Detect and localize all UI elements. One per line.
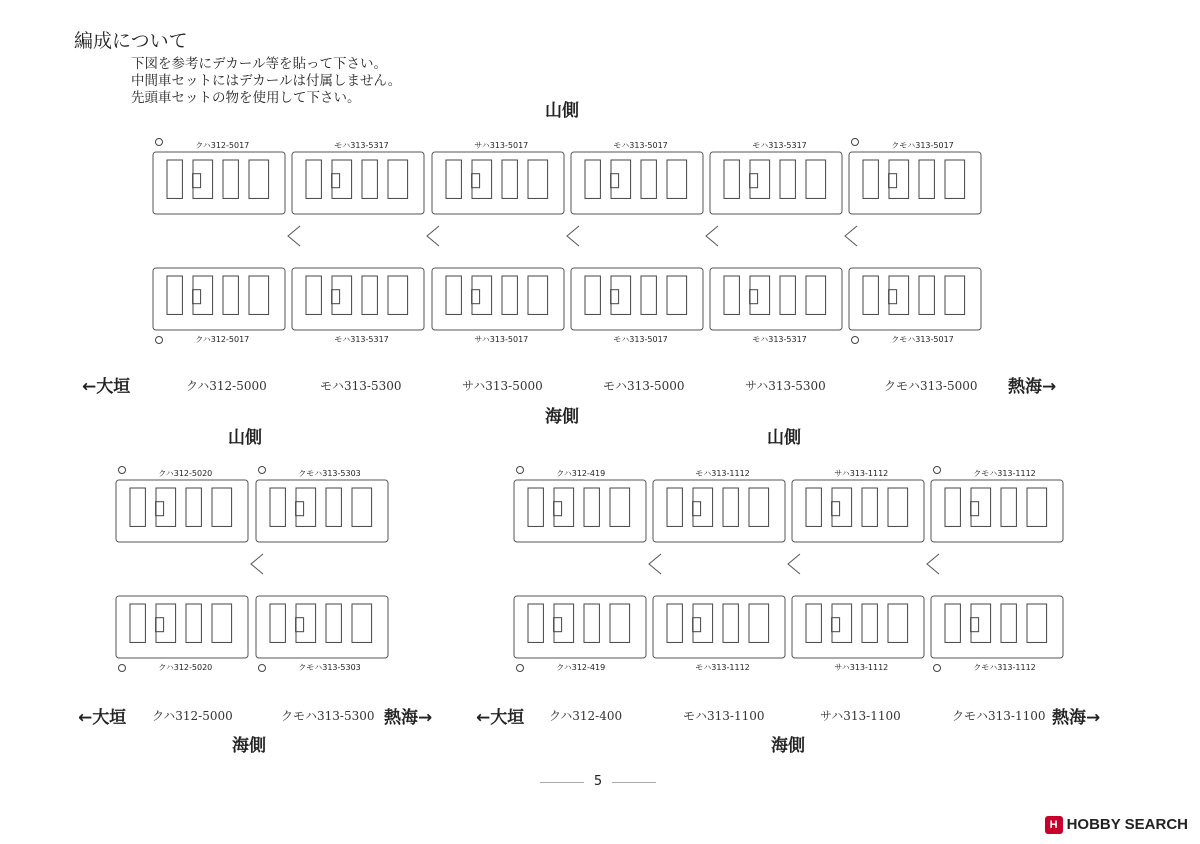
car-small-window — [472, 290, 480, 304]
car-window — [693, 604, 713, 642]
umi-side-label-2car: 海側 — [232, 736, 266, 756]
car-window — [1027, 488, 1047, 526]
car-window — [610, 488, 630, 526]
car-window — [554, 488, 574, 526]
car-small-window — [971, 502, 979, 516]
coupling-mark — [706, 226, 718, 246]
car-window — [554, 604, 574, 642]
car-body — [292, 152, 424, 214]
note-line-2: 中間車セットにはデカールは付属しません。 — [131, 73, 402, 89]
car-window — [888, 604, 908, 642]
car-number-decal: モハ313-1112 — [695, 663, 750, 672]
car-window — [888, 488, 908, 526]
car-name: クモハ313-1100 — [952, 709, 1046, 723]
car-number-decal: サハ313-1112 — [834, 469, 889, 478]
car-body — [710, 152, 842, 214]
page-title: 編成について — [74, 30, 188, 52]
car-door — [723, 488, 738, 526]
circle-marker-icon — [934, 467, 941, 474]
car-door — [724, 276, 739, 314]
car-small-window — [889, 174, 897, 188]
car-number-decal: クハ312-5020 — [158, 469, 213, 478]
car-small-window — [554, 502, 562, 516]
car-window — [193, 276, 213, 314]
car-door — [446, 276, 461, 314]
car-window — [352, 488, 372, 526]
car-body — [792, 480, 924, 542]
circle-marker-icon — [156, 337, 163, 344]
car-door — [723, 604, 738, 642]
car-window — [889, 160, 909, 198]
car-body — [514, 480, 646, 542]
direction-left-4car: ←大垣 — [476, 708, 525, 728]
car-door — [130, 604, 145, 642]
car-name: サハ313-5000 — [462, 379, 543, 393]
car-door — [223, 160, 238, 198]
car-body — [116, 596, 248, 658]
car-door — [945, 604, 960, 642]
coupling-mark — [788, 554, 800, 574]
coupling-mark — [251, 554, 263, 574]
car-window — [332, 276, 352, 314]
car-door — [585, 160, 600, 198]
car-window — [971, 604, 991, 642]
car-small-window — [693, 502, 701, 516]
car-number-decal: クモハ313-5303 — [298, 663, 361, 672]
car-number-decal: クハ312-5017 — [195, 141, 250, 150]
car-body — [849, 152, 981, 214]
yama-side-label-4car: 山側 — [767, 428, 801, 448]
car-window — [832, 604, 852, 642]
car-door — [167, 160, 182, 198]
car-door — [806, 604, 821, 642]
car-number-decal: モハ313-5017 — [613, 335, 668, 344]
car-window — [528, 160, 548, 198]
car-door — [584, 604, 599, 642]
car-small-window — [750, 174, 758, 188]
car-body — [571, 268, 703, 330]
car-door — [780, 276, 795, 314]
yama-side-label-2car: 山側 — [228, 428, 262, 448]
car-name: クハ312-5000 — [186, 379, 267, 393]
car-number-decal: クモハ313-5303 — [298, 469, 361, 478]
hobby-search-logo-icon: H — [1045, 816, 1063, 834]
car-window — [296, 488, 316, 526]
car-small-window — [332, 290, 340, 304]
car-body — [153, 152, 285, 214]
circle-marker-icon — [517, 665, 524, 672]
car-body — [571, 152, 703, 214]
direction-right-6car: 熱海→ — [1008, 377, 1057, 397]
note-line-3: 先頭車セットの物を使用して下さい。 — [131, 90, 361, 106]
car-body — [653, 480, 785, 542]
car-door — [667, 604, 682, 642]
car-body — [432, 268, 564, 330]
car-door — [270, 604, 285, 642]
car-number-decal: クハ312-419 — [556, 469, 606, 478]
car-door — [919, 160, 934, 198]
coupling-mark — [845, 226, 857, 246]
umi-side-label-6car: 海側 — [545, 407, 579, 427]
car-name: クハ312-400 — [549, 709, 623, 723]
car-small-window — [554, 618, 562, 632]
car-door — [167, 276, 182, 314]
coupling-mark — [288, 226, 300, 246]
car-window — [352, 604, 372, 642]
car-body — [153, 268, 285, 330]
car-door — [919, 276, 934, 314]
circle-marker-icon — [852, 337, 859, 344]
car-number-decal: モハ313-1112 — [695, 469, 750, 478]
page-number-text: 5 — [593, 774, 603, 789]
car-door — [186, 604, 201, 642]
direction-right-4car: 熱海→ — [1052, 708, 1101, 728]
car-window — [249, 160, 269, 198]
car-door — [528, 488, 543, 526]
car-window — [971, 488, 991, 526]
car-small-window — [193, 290, 201, 304]
car-number-decal: モハ313-5317 — [334, 335, 389, 344]
car-door — [270, 488, 285, 526]
car-name: クハ312-5000 — [152, 709, 233, 723]
car-small-window — [832, 618, 840, 632]
car-door — [362, 276, 377, 314]
car-number-decal: クモハ313-1112 — [973, 469, 1036, 478]
car-body — [792, 596, 924, 658]
car-window — [193, 160, 213, 198]
car-window — [212, 488, 232, 526]
car-window — [296, 604, 316, 642]
car-window — [528, 276, 548, 314]
car-body — [653, 596, 785, 658]
car-window — [750, 160, 770, 198]
car-window — [156, 488, 176, 526]
car-number-decal: クモハ313-1112 — [973, 663, 1036, 672]
car-window — [749, 604, 769, 642]
car-small-window — [832, 502, 840, 516]
car-window — [832, 488, 852, 526]
car-name: クモハ313-5000 — [884, 379, 978, 393]
car-window — [472, 160, 492, 198]
car-number-decal: サハ313-5017 — [474, 141, 529, 150]
car-body — [514, 596, 646, 658]
car-name: モハ313-5000 — [603, 379, 685, 393]
car-small-window — [889, 290, 897, 304]
car-name: サハ313-5300 — [745, 379, 826, 393]
car-window — [388, 276, 408, 314]
car-small-window — [611, 290, 619, 304]
car-window — [611, 160, 631, 198]
car-door — [641, 276, 656, 314]
car-door — [806, 488, 821, 526]
car-number-decal: サハ313-1112 — [834, 663, 889, 672]
car-window — [749, 488, 769, 526]
car-body — [931, 480, 1063, 542]
car-door — [863, 276, 878, 314]
car-name: モハ313-1100 — [683, 709, 765, 723]
car-window — [667, 160, 687, 198]
note-line-1: 下図を参考にデカール等を貼って下さい。 — [131, 56, 387, 72]
car-door — [1001, 488, 1016, 526]
car-door — [724, 160, 739, 198]
car-window — [388, 160, 408, 198]
circle-marker-icon — [259, 467, 266, 474]
car-door — [362, 160, 377, 198]
car-window — [806, 160, 826, 198]
car-number-decal: クハ312-5017 — [195, 335, 250, 344]
car-window — [667, 276, 687, 314]
car-name: クモハ313-5300 — [281, 709, 375, 723]
car-door — [186, 488, 201, 526]
car-window — [806, 276, 826, 314]
car-door — [1001, 604, 1016, 642]
car-small-window — [296, 502, 304, 516]
car-number-decal: クモハ313-5017 — [891, 141, 954, 150]
car-number-decal: モハ313-5317 — [752, 141, 807, 150]
coupling-mark — [927, 554, 939, 574]
car-door — [502, 160, 517, 198]
circle-marker-icon — [517, 467, 524, 474]
car-door — [130, 488, 145, 526]
car-door — [326, 488, 341, 526]
car-number-decal: クハ312-419 — [556, 663, 606, 672]
car-door — [945, 488, 960, 526]
coupling-mark — [427, 226, 439, 246]
car-name: サハ313-1100 — [820, 709, 901, 723]
car-door — [862, 604, 877, 642]
car-number-decal: モハ313-5017 — [613, 141, 668, 150]
car-body — [849, 268, 981, 330]
car-small-window — [332, 174, 340, 188]
car-small-window — [750, 290, 758, 304]
car-window — [332, 160, 352, 198]
yama-side-label-6car: 山側 — [545, 101, 579, 121]
car-window — [693, 488, 713, 526]
car-body — [710, 268, 842, 330]
car-window — [750, 276, 770, 314]
car-small-window — [156, 618, 164, 632]
circle-marker-icon — [119, 665, 126, 672]
car-door — [326, 604, 341, 642]
car-number-decal: サハ313-5017 — [474, 335, 529, 344]
car-body — [432, 152, 564, 214]
car-door — [584, 488, 599, 526]
car-number-decal: クハ312-5020 — [158, 663, 213, 672]
car-name: モハ313-5300 — [320, 379, 402, 393]
car-door — [223, 276, 238, 314]
car-small-window — [296, 618, 304, 632]
car-number-decal: モハ313-5317 — [752, 335, 807, 344]
car-window — [610, 604, 630, 642]
car-window — [945, 160, 965, 198]
car-window — [889, 276, 909, 314]
car-door — [641, 160, 656, 198]
car-small-window — [693, 618, 701, 632]
car-small-window — [156, 502, 164, 516]
car-door — [862, 488, 877, 526]
watermark-text: HOBBY SEARCH — [1066, 815, 1188, 833]
car-body — [292, 268, 424, 330]
car-door — [306, 276, 321, 314]
car-window — [472, 276, 492, 314]
car-small-window — [971, 618, 979, 632]
car-number-decal: クモハ313-5017 — [891, 335, 954, 344]
coupling-mark — [649, 554, 661, 574]
circle-marker-icon — [119, 467, 126, 474]
car-door — [306, 160, 321, 198]
direction-left-6car: ←大垣 — [82, 377, 131, 397]
car-window — [212, 604, 232, 642]
car-window — [1027, 604, 1047, 642]
car-door — [585, 276, 600, 314]
car-window — [249, 276, 269, 314]
car-door — [780, 160, 795, 198]
circle-marker-icon — [156, 139, 163, 146]
car-door — [502, 276, 517, 314]
car-door — [863, 160, 878, 198]
circle-marker-icon — [934, 665, 941, 672]
circle-marker-icon — [852, 139, 859, 146]
coupling-mark — [567, 226, 579, 246]
car-door — [446, 160, 461, 198]
car-door — [528, 604, 543, 642]
car-window — [156, 604, 176, 642]
car-window — [611, 276, 631, 314]
car-door — [667, 488, 682, 526]
car-body — [256, 596, 388, 658]
car-body — [931, 596, 1063, 658]
direction-right-2car: 熱海→ — [384, 708, 433, 728]
direction-left-2car: ←大垣 — [78, 708, 127, 728]
car-small-window — [611, 174, 619, 188]
umi-side-label-4car: 海側 — [771, 736, 805, 756]
car-window — [945, 276, 965, 314]
car-small-window — [472, 174, 480, 188]
car-small-window — [193, 174, 201, 188]
car-number-decal: モハ313-5317 — [334, 141, 389, 150]
circle-marker-icon — [259, 665, 266, 672]
car-body — [116, 480, 248, 542]
car-body — [256, 480, 388, 542]
